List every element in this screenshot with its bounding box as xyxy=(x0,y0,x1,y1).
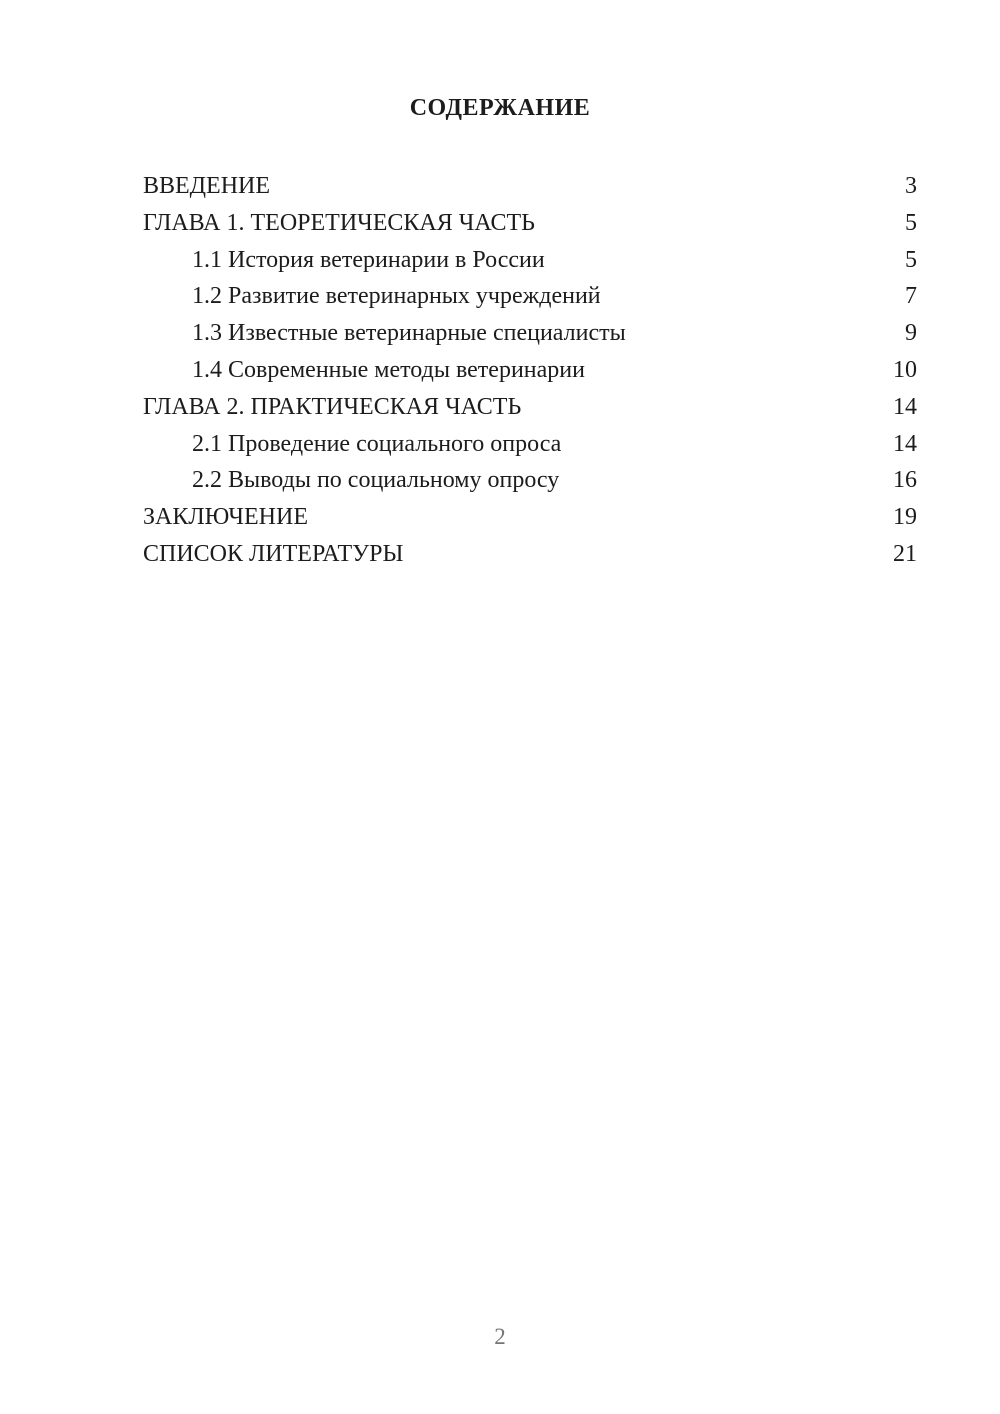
toc-entry-page: 10 xyxy=(893,356,917,383)
toc-entry xyxy=(143,536,917,573)
page-number: 2 xyxy=(494,1324,506,1349)
toc-entry xyxy=(143,462,917,499)
toc-entry-label: ГЛАВА 1. ТЕОРЕТИЧЕСКАЯ ЧАСТЬ xyxy=(143,209,535,236)
toc-entry-page: 7 xyxy=(905,283,917,310)
toc-entry-label: ГЛАВА 2. ПРАКТИЧЕСКАЯ ЧАСТЬ xyxy=(143,393,522,420)
toc-entry xyxy=(143,315,917,352)
toc-entry xyxy=(143,278,917,315)
toc-entry-page: 14 xyxy=(893,430,917,457)
toc-entry xyxy=(143,389,917,426)
toc-entry-page: 16 xyxy=(893,467,917,494)
toc-entry-label: 2.2 Выводы по социальному опросу xyxy=(192,467,560,494)
toc-entry-label: 1.2 Развитие ветеринарных учреждений xyxy=(192,283,601,310)
table-of-contents xyxy=(143,168,917,573)
toc-entry-label: 1.3 Известные ветеринарные специалисты xyxy=(192,320,626,347)
toc-entry-page: 14 xyxy=(893,393,917,420)
toc-entry-page: 3 xyxy=(905,173,917,199)
toc-entry xyxy=(143,499,917,536)
page-footer xyxy=(0,1324,1000,1350)
toc-entry-label: ЗАКЛЮЧЕНИЕ xyxy=(143,504,308,531)
toc-entry-page: 9 xyxy=(905,320,917,347)
toc-entry xyxy=(143,426,917,463)
toc-entry-label: 2.1 Проведение социального опроса xyxy=(192,430,562,457)
toc-entry-page: 19 xyxy=(893,504,917,531)
toc-entry-label: 1.1 История ветеринарии в России xyxy=(192,246,545,273)
page-title: СОДЕРЖАНИЕ xyxy=(409,95,591,121)
toc-entry-label: 1.4 Современные методы ветеринарии xyxy=(192,356,585,383)
toc-entry xyxy=(143,242,917,279)
toc-entry xyxy=(143,205,917,242)
toc-entry-page: 21 xyxy=(893,540,917,567)
toc-entry-label: СПИСОК ЛИТЕРАТУРЫ xyxy=(143,540,404,567)
toc-entry-page: 5 xyxy=(905,209,917,236)
toc-entry xyxy=(143,352,917,389)
toc-entry-page: 5 xyxy=(905,246,917,273)
toc-entry xyxy=(143,168,917,205)
toc-entry-label: ВВЕДЕНИЕ xyxy=(143,173,271,199)
